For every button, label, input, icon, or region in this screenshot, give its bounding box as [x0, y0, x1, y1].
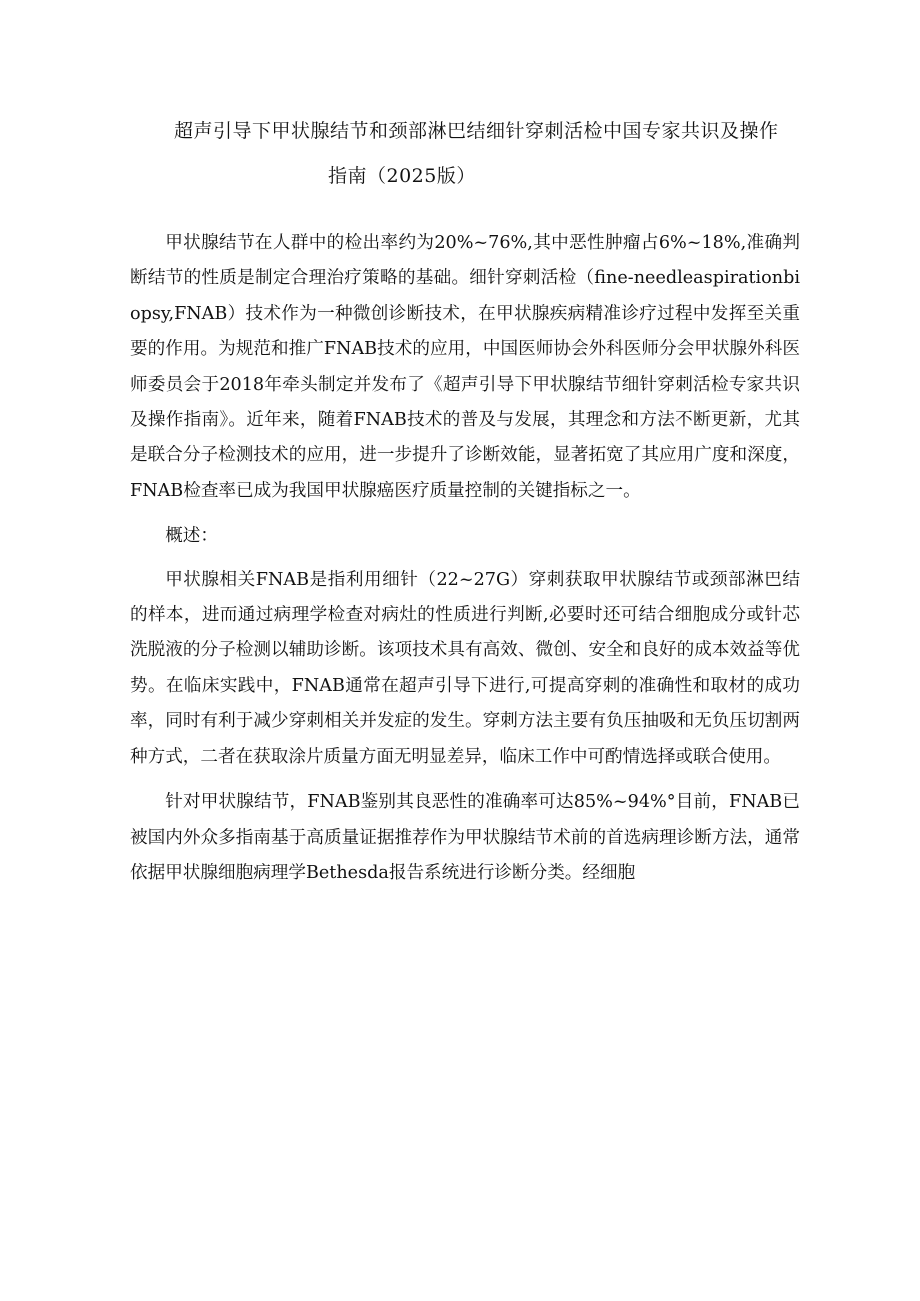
paragraph-introduction: 甲状腺结节在人群中的检出率约为20%~76%,其中恶性肿瘤占6%~18%,准确判断结节的性质是制定合理治疗策略的基础。细针穿刺活检（fine-needleaspirationbiopsy,FNAB）技术作为一种微创诊断技术，在甲状腺疾病精准诊疗过程中发挥至关重要的作用。为规范和推广FNAB技术的应用，中国医师协会外科医师分会甲状腺外科医师委员会于2018年牵头制定并发布了《超声引导下甲状腺结节细针穿刺活检专家共识及操作指南》。近年来，随着FNAB技术的普及与发展，其理念和方法不断更新，尤其是联合分子检测技术的应用，进一步提升了诊断效能，显著拓宽了其应用广度和深度，FNAB检查率已成为我国甲状腺癌医疗质量控制的关键指标之一。	[130, 233, 800, 501]
document-title-line-2: 指南（2025版）	[328, 165, 476, 187]
document-title-line-1: 超声引导下甲状腺结节和颈部淋巴结细针穿刺活检中国专家共识及操作	[174, 120, 779, 142]
section-heading-overview: 概述：	[165, 526, 218, 547]
paragraph-overview: 甲状腺相关FNAB是指利用细针（22~27G）穿刺获取甲状腺结节或颈部淋巴结的样本，进而通过病理学检查对病灶的性质进行判断,必要时还可结合细胞成分或针芯洗脱液的分子检测以辅助诊断。该项技术具有高效、微创、安全和良好的成本效益等优势。在临床实践中，FNAB通常在超声引导下进行,可提高穿刺的准确性和取材的成功率，同时有利于减少穿刺相关并发症的发生。穿刺方法主要有负压抽吸和无负压切割两种方式，二者在获取涂片质量方面无明显差异，临床工作中可酌情选择或联合使用。	[130, 569, 800, 767]
document-body	[130, 226, 800, 901]
paragraph-accuracy: 针对甲状腺结节，FNAB鉴别其良恶性的准确率可达85%~94%°目前，FNAB已被国内外众多指南基于高质量证据推荐作为甲状腺结节术前的首选病理诊断方法，通常依据甲状腺细胞病理学Bethesda报告系统进行诊断分类。经细胞	[130, 792, 800, 883]
